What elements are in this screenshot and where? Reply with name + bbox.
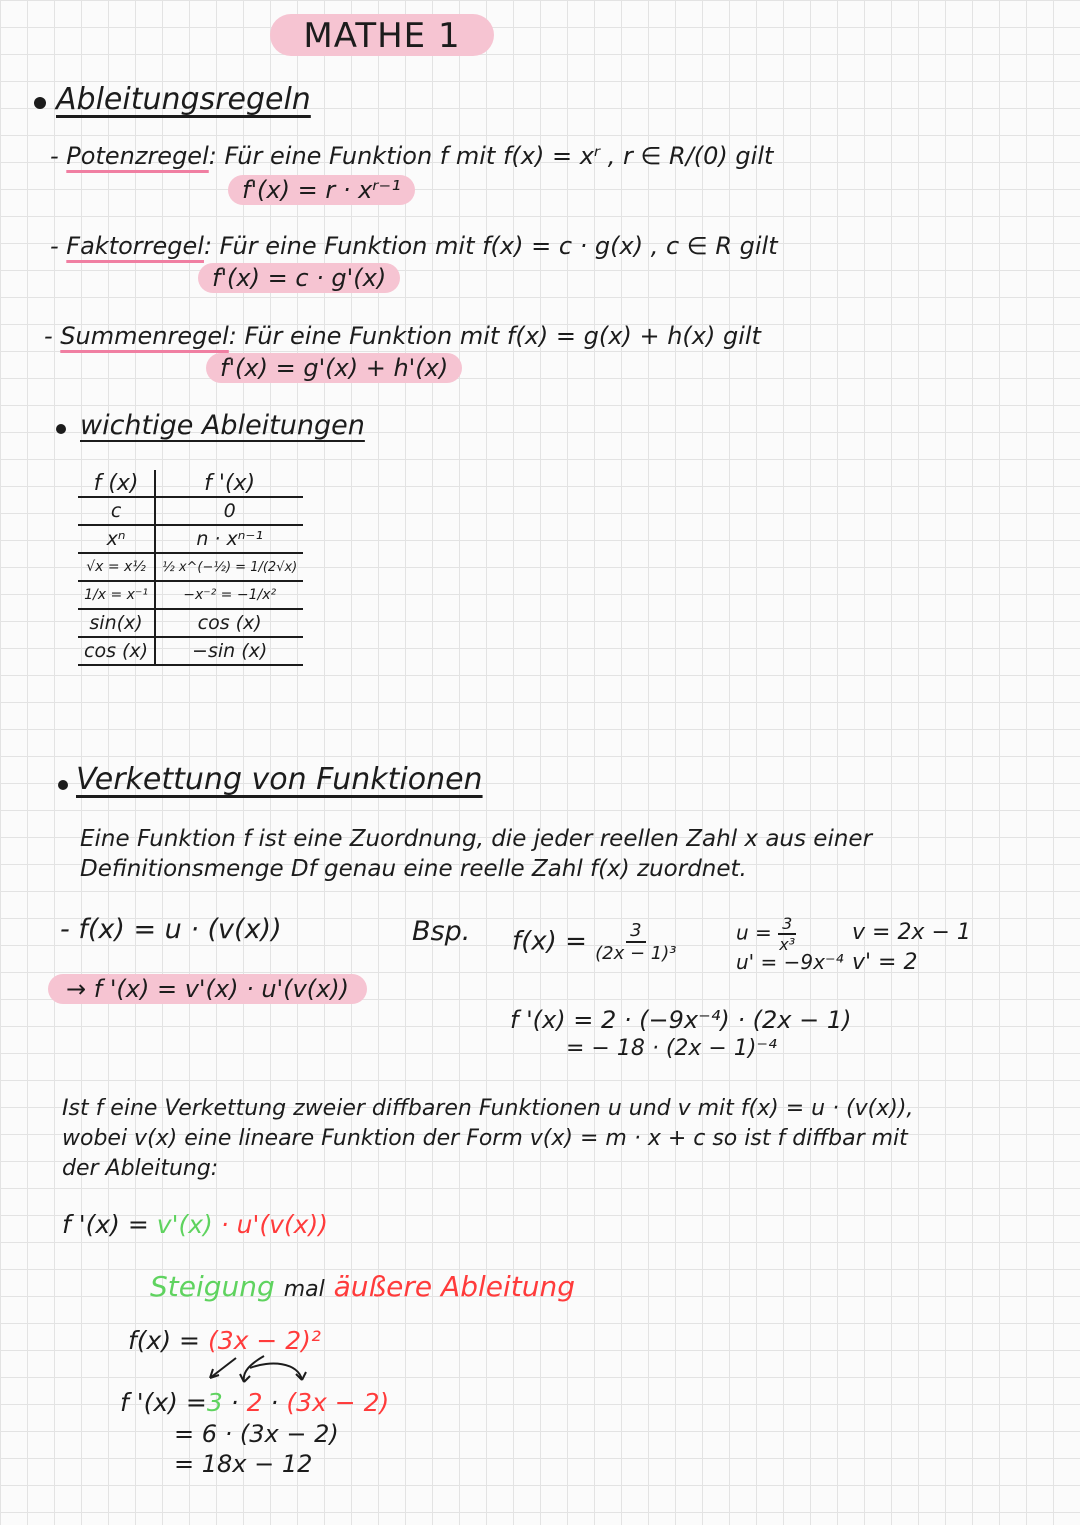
example2-d-dot: ·: [222, 1388, 247, 1417]
rule-summe: - Summenregel: Für eine Funktion mit f(x) = g(x) + h(x) gilt: [44, 322, 761, 350]
example2-line-2: = 6 · (3x − 2): [174, 1420, 339, 1448]
table-row: [78, 525, 303, 553]
table-cell: ½ x^(−½) = 1/(2√x): [155, 553, 303, 581]
example2-d-lhs: f '(x) =: [120, 1388, 207, 1417]
table-row: [78, 609, 303, 637]
example2-f-lhs: f(x) =: [128, 1326, 200, 1355]
paragraph-line-1: Ist f eine Verkettung zweier diffbaren Funktionen u und v mit f(x) = u · (v(x)),: [62, 1096, 914, 1121]
table-header-f: f (x): [78, 470, 155, 497]
table-cell: cos (x): [78, 637, 155, 665]
table-row: [78, 497, 303, 525]
chain-derivative: [62, 1210, 328, 1239]
page-title: MATHE 1: [270, 14, 494, 56]
bullet-dot: [34, 97, 46, 109]
rule-faktor-text: : Für eine Funktion mit f(x) = c · g(x) , c ∈ R gilt: [203, 232, 778, 260]
result-line-1: f '(x) = 2 · (−9x⁻⁴) · (2x − 1): [510, 1006, 852, 1034]
chain-derivative-inner: v'(x): [156, 1210, 213, 1239]
u-prime: u' = −9x⁻⁴: [736, 950, 844, 974]
caption-aeussere-ableitung: äußere Ableitung: [333, 1270, 576, 1303]
rule-summe-name: Summenregel: [60, 322, 229, 350]
rule-potenz-text: : Für eine Funktion f mit f(x) = xʳ , r ∈ R/(0) gilt: [208, 142, 774, 170]
arrow-right: [250, 1364, 302, 1380]
example2-function: [128, 1326, 321, 1355]
chain-derivative-dot: ·: [220, 1210, 229, 1239]
table-row: [78, 553, 303, 581]
table-cell: cos (x): [155, 609, 303, 637]
bullet-dot: [56, 424, 66, 434]
rule-potenz-formula: f'(x) = r · xʳ⁻¹: [228, 175, 415, 205]
example2-derivative: [120, 1388, 389, 1417]
table-cell: 0: [155, 497, 303, 525]
caption-mal: mal: [283, 1277, 325, 1302]
table-header-fprime: f '(x): [155, 470, 303, 497]
arrow-annotations: [180, 1352, 340, 1388]
caption: [150, 1270, 575, 1303]
heading-wichtige-ableitungen: wichtige Ableitungen: [80, 410, 365, 441]
table-header-row: [78, 470, 303, 497]
result-line-2: = − 18 · (2x − 1)⁻⁴: [566, 1036, 777, 1061]
chain-derivative-outer: u'(v(x)): [236, 1210, 328, 1239]
rule-potenz: - Potenzregel: Für eine Funktion f mit f(x) = xʳ , r ∈ R/(0) gilt: [50, 142, 774, 170]
heading-verkettung: Verkettung von Funktionen: [76, 762, 483, 797]
rule-summe-text: : Für eine Funktion mit f(x) = g(x) + h(x) gilt: [228, 322, 761, 350]
bullet-dot: [58, 780, 68, 790]
definition-line-1: Eine Funktion f ist eine Zuordnung, die jeder reellen Zahl x aus einer: [80, 826, 873, 852]
example-denominator: (2x − 1)³: [595, 943, 677, 964]
arrow-left: [210, 1358, 236, 1378]
rule-potenz-name: Potenzregel: [66, 142, 209, 170]
table-cell: −sin (x): [155, 637, 303, 665]
example-function: [512, 920, 677, 964]
table-cell: 1/x = x⁻¹: [78, 581, 155, 609]
table-cell: xⁿ: [78, 525, 155, 553]
paragraph-line-3: der Ableitung:: [62, 1156, 219, 1181]
table-row: [78, 581, 303, 609]
u-numerator: 3: [778, 914, 796, 935]
rule-faktor-name: Faktorregel: [66, 232, 204, 260]
table-cell: sin(x): [78, 609, 155, 637]
example2-d-paren: (3x − 2): [286, 1388, 390, 1417]
rule-faktor: - Faktorregel: Für eine Funktion mit f(x) = c · g(x) , c ∈ R gilt: [50, 232, 778, 260]
example-numerator: 3: [626, 920, 645, 943]
definition-line-2: Definitionsmenge Df genau eine reelle Zahl f(x) zuordnet.: [80, 856, 747, 882]
chain-rule-derivative: → f '(x) = v'(x) · u'(v(x)): [48, 974, 367, 1004]
derivatives-table: [78, 470, 303, 666]
table-cell: c: [78, 497, 155, 525]
rule-faktor-formula: f'(x) = c · g'(x): [198, 263, 400, 293]
v-prime: v' = 2: [852, 950, 918, 975]
paragraph-line-2: wobei v(x) eine lineare Funktion der Form v(x) = m · x + c so ist f diffbar mit: [62, 1126, 908, 1151]
example-label: Bsp.: [412, 916, 471, 947]
example2-d-factor-exp: 2: [246, 1388, 263, 1417]
rule-summe-formula: f'(x) = g'(x) + h'(x): [206, 353, 462, 383]
table-cell: −x⁻² = −1/x²: [155, 581, 303, 609]
u-label: u =: [736, 920, 772, 945]
v-definition: v = 2x − 1: [852, 920, 971, 945]
example2-d-dot: ·: [262, 1388, 287, 1417]
table-row: [78, 637, 303, 665]
table-cell: √x = x½: [78, 553, 155, 581]
u-denominator: x³: [779, 935, 796, 954]
u-fraction: [778, 914, 796, 954]
example-fraction: [595, 920, 676, 964]
heading-ableitungsregeln: Ableitungsregeln: [56, 82, 311, 117]
table-cell: n · xⁿ⁻¹: [155, 525, 303, 553]
example2-line-3: = 18x − 12: [174, 1450, 313, 1478]
u-definition: [736, 914, 796, 954]
chain-derivative-lhs: f '(x) =: [62, 1210, 149, 1239]
chain-rule: - f(x) = u · (v(x)): [60, 914, 282, 945]
example2-d-factor-inner: 3: [206, 1388, 223, 1417]
caption-steigung: Steigung: [150, 1270, 275, 1303]
example-f: f(x) =: [512, 926, 587, 957]
example2-f-rhs: (3x − 2)²: [207, 1326, 321, 1355]
